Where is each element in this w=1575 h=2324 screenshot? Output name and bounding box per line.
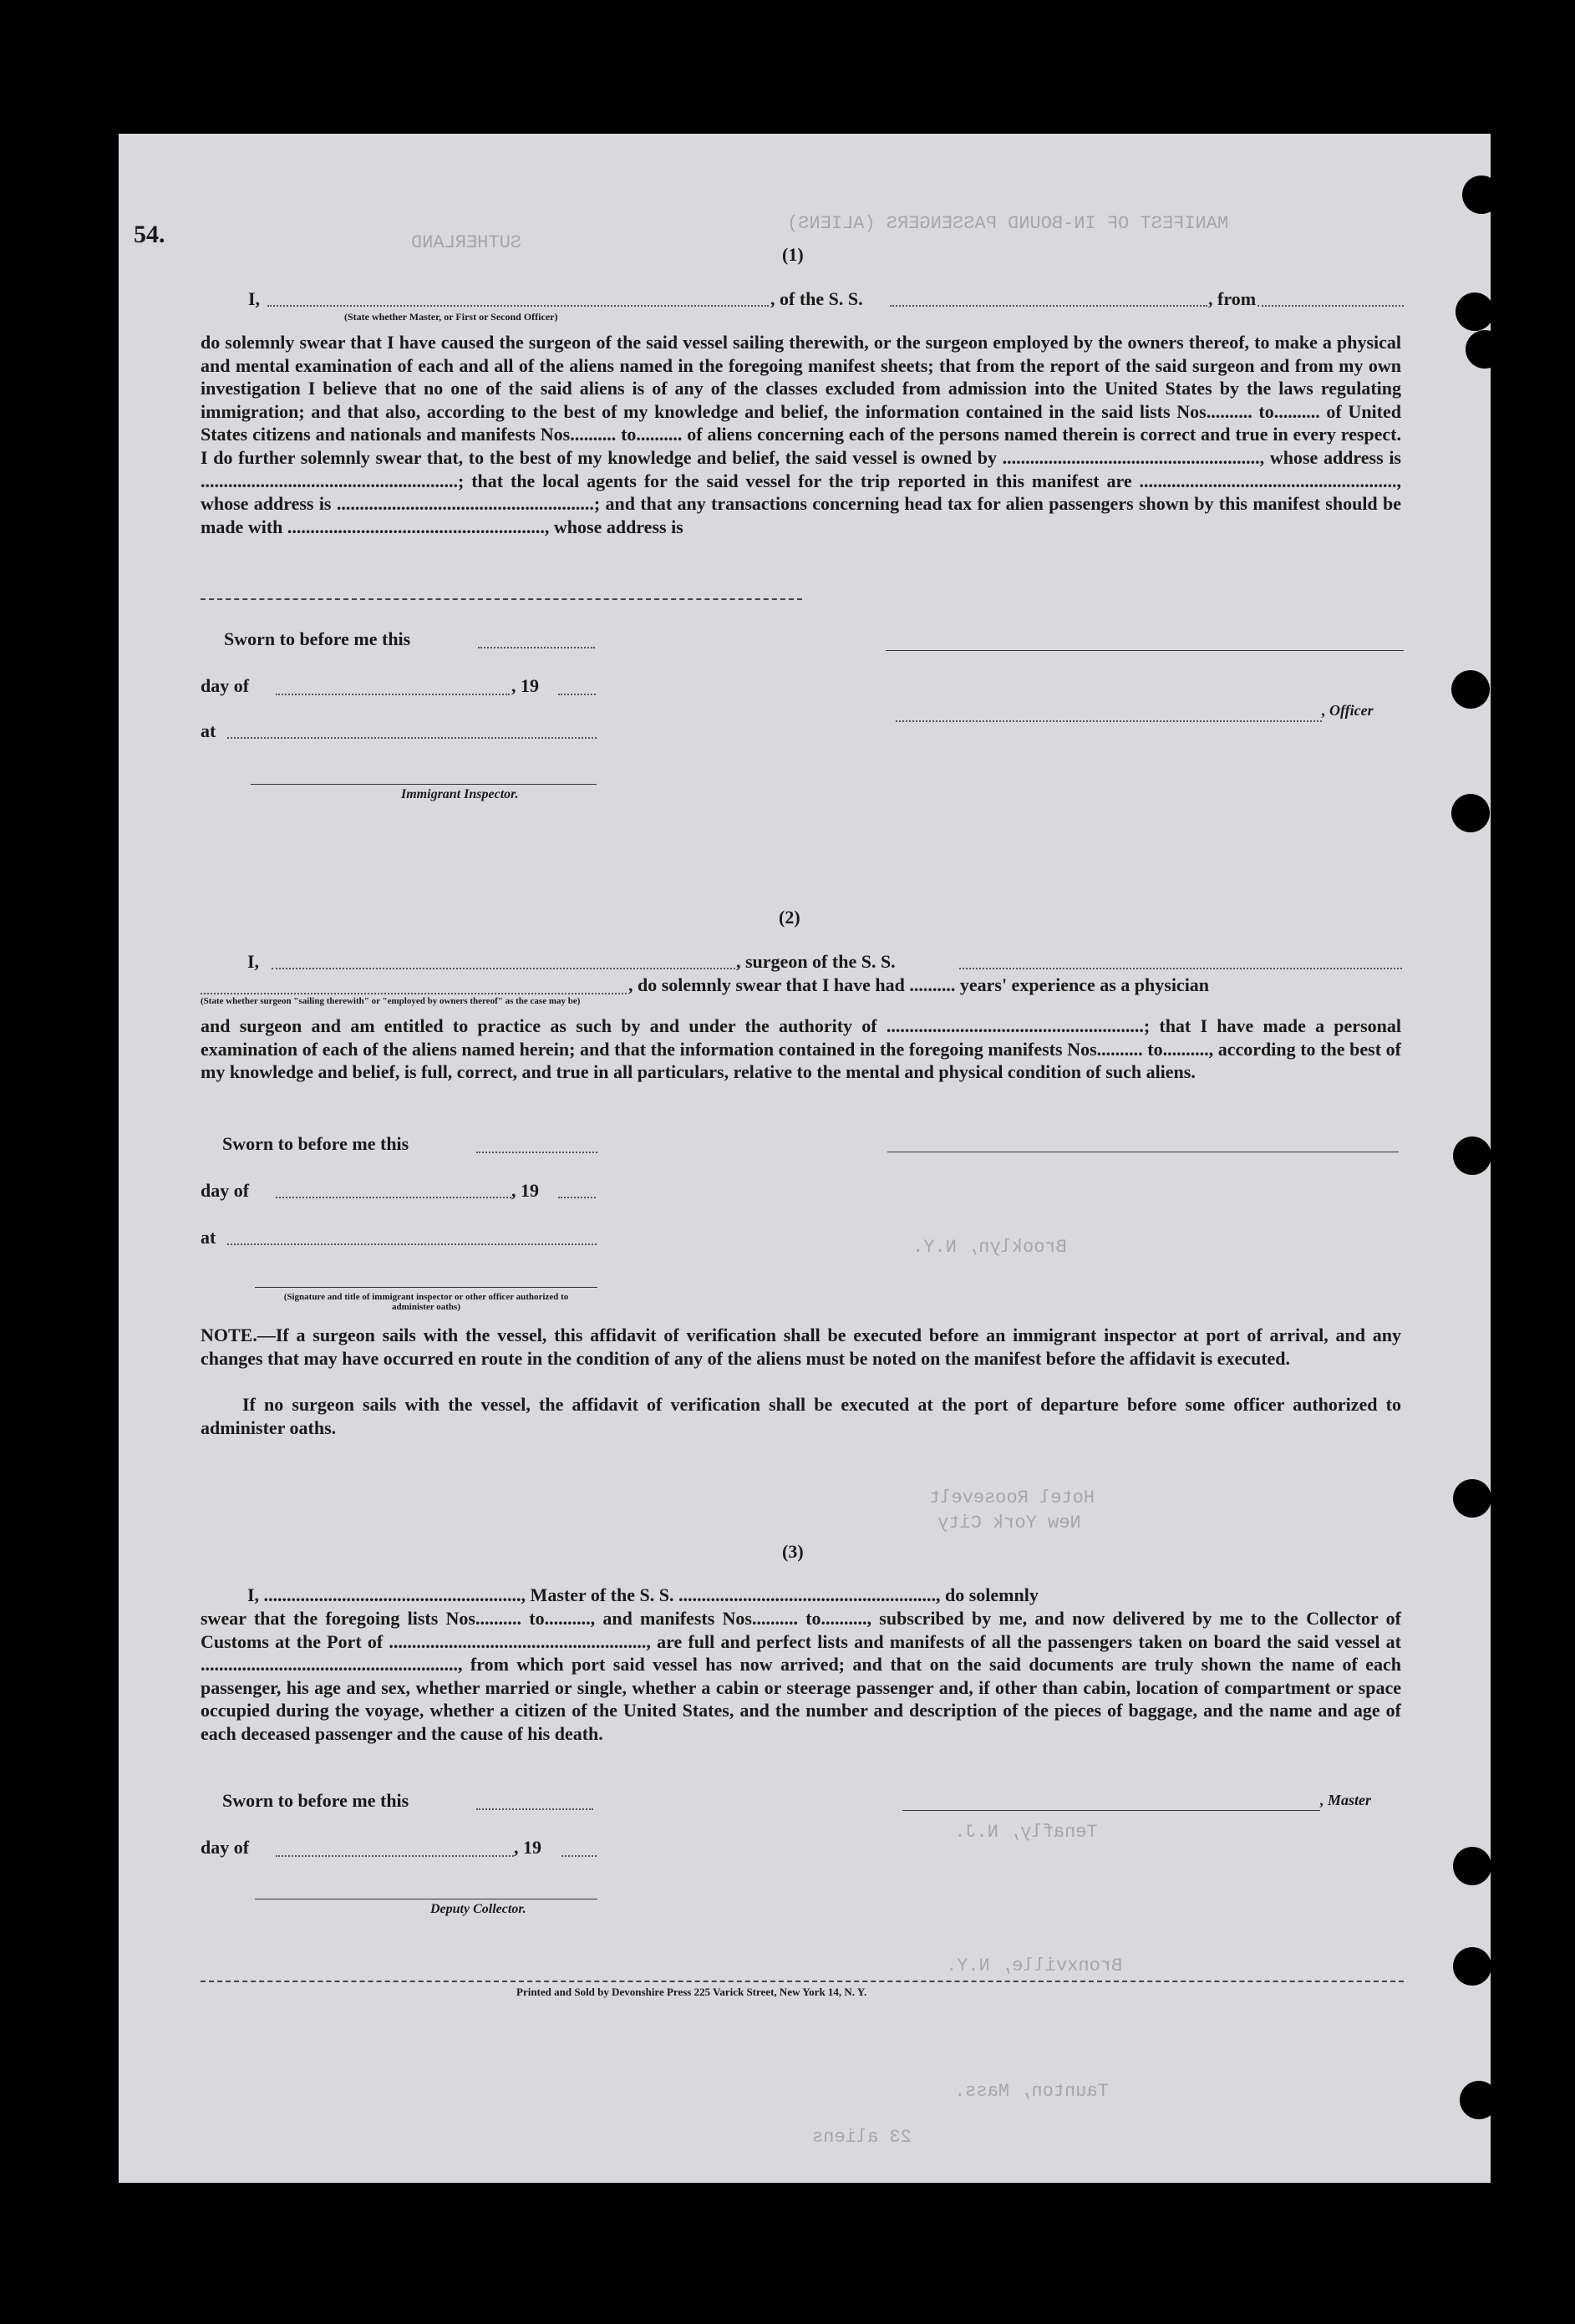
bleed-through-text: Tenafly, N.J. bbox=[954, 1822, 1098, 1843]
day-of-label-3: day of bbox=[201, 1837, 250, 1858]
officer-name-line[interactable] bbox=[267, 305, 769, 307]
note-paragraph-2: If no surgeon sails with the vessel, the affidavit of verification shall be executed at the port of departure before some officer authorized to administer oaths. bbox=[201, 1394, 1401, 1438]
from-port-line[interactable] bbox=[1257, 305, 1404, 307]
day-line[interactable] bbox=[276, 694, 510, 695]
year-label-1: , 19 bbox=[511, 675, 539, 696]
inspector-signature-line[interactable] bbox=[251, 784, 597, 785]
sworn-date-line-2[interactable] bbox=[476, 1152, 597, 1153]
bleed-through-text: Bronxville, N.Y. bbox=[946, 1955, 1123, 1976]
sworn-label-2: Sworn to before me this bbox=[222, 1133, 409, 1154]
bleed-through-text: 23 aliens bbox=[812, 2127, 912, 2148]
collector-label: Deputy Collector. bbox=[430, 1902, 526, 1916]
surgeon-state-note: (State whether surgeon "sailing therewith" or "employed by owners thereof" as the case may be) bbox=[201, 996, 581, 1006]
section-1-number: (1) bbox=[782, 244, 804, 265]
at-label-2: at bbox=[201, 1227, 216, 1248]
punch-hole bbox=[1453, 1137, 1491, 1175]
oath-lead-i-2: I, bbox=[247, 951, 260, 972]
punch-hole bbox=[1453, 1479, 1491, 1518]
master-signature-line[interactable] bbox=[902, 1810, 1320, 1811]
bleed-through-text: New York City bbox=[937, 1513, 1081, 1533]
at-label-1: at bbox=[201, 720, 216, 741]
place-line[interactable] bbox=[227, 737, 597, 739]
year-line-3[interactable] bbox=[561, 1855, 597, 1857]
officer-label: , Officer bbox=[1322, 702, 1374, 719]
printer-imprint: Printed and Sold by Devonshire Press 225 Varick Street, New York 14, N. Y. bbox=[516, 1986, 867, 1998]
from-label: , from bbox=[1208, 288, 1257, 309]
day-of-label-2: day of bbox=[201, 1180, 250, 1201]
punch-hole bbox=[1451, 670, 1490, 709]
sworn-label-1: Sworn to before me this bbox=[224, 628, 411, 649]
bleed-through-text: Brooklyn, N.Y. bbox=[912, 1237, 1067, 1258]
inspector-label: Immigrant Inspector. bbox=[401, 787, 519, 801]
surgeon-ship-line[interactable] bbox=[959, 968, 1402, 969]
bleed-through-text: Hotel Roosevelt bbox=[929, 1487, 1095, 1508]
separator bbox=[201, 598, 802, 600]
sworn-label-3: Sworn to before me this bbox=[222, 1790, 409, 1811]
master-label: , Master bbox=[1320, 1792, 1372, 1808]
punch-hole bbox=[1460, 2081, 1498, 2119]
section-3-number: (3) bbox=[782, 1541, 804, 1562]
oath-lead-i: I, bbox=[248, 288, 261, 309]
surgeon-name-line[interactable] bbox=[272, 968, 735, 969]
punch-hole bbox=[1456, 292, 1494, 331]
day-line-2[interactable] bbox=[276, 1197, 511, 1198]
section-2-number: (2) bbox=[779, 907, 800, 928]
punch-hole bbox=[1453, 1947, 1491, 1986]
punch-hole bbox=[1451, 794, 1490, 832]
surgeon-of-label: , surgeon of the S. S. bbox=[736, 951, 896, 972]
bleed-through-text: MANIFEST OF IN-BOUND PASSENGERS (ALIENS) bbox=[787, 213, 1229, 234]
page-number: 54. bbox=[134, 221, 165, 248]
section-3-body: swear that the foregoing lists Nos.......... to.........., and manifests Nos.......... to.........., subscribed by me, and now delivered by me to the Collector of Customs at the Port of ........................................................, are full and perfect lists and manifests of all the passengers taken on board the said vessel at ........................................................, from which port said vessel has now arrived; and that on the said documents are truly shown the name of each passenger, his age and sex, whether married or single, whether a cabin or steerage passenger and, if other than cabin, location of compartment or space occupied during the voyage, whether a citizen of the United States, and the number and description of the pieces of baggage, and the name and age of each deceased passenger and the cause of his death. bbox=[201, 1608, 1401, 1744]
punch-hole bbox=[1453, 1847, 1491, 1885]
year-line[interactable] bbox=[558, 694, 596, 695]
note-paragraph-1: NOTE.—If a surgeon sails with the vessel, this affidavit of verification shall be executed before an immigrant inspector at port of arrival, and any changes that may have occurred en route in the condition of any of the aliens must be noted on the manifest before the affidavit is executed. bbox=[201, 1325, 1401, 1369]
surgeon-oath-line: , do solemnly swear that I have had .......... years' experience as a physician bbox=[628, 974, 1210, 995]
officer-title-line[interactable] bbox=[896, 720, 1322, 722]
place-line-2[interactable] bbox=[227, 1243, 597, 1245]
master-oath-line: I, ........................................................, Master of the S. S. ........................................................, do solemnly bbox=[247, 1584, 1039, 1605]
official-signature-line[interactable] bbox=[255, 1287, 597, 1288]
officer-signature-line[interactable] bbox=[886, 650, 1404, 651]
sworn-date-line-3[interactable] bbox=[476, 1808, 593, 1810]
position-note: (State whether Master, or First or Second Officer) bbox=[344, 311, 558, 323]
of-ss-label: , of the S. S. bbox=[770, 288, 863, 309]
ship-name-line[interactable] bbox=[890, 305, 1207, 307]
section-2-body: and surgeon and am entitled to practice as such by and under the authority of ........................................................; that I have made a personal examination of each of the aliens named herein; and that the information contained in the foregoing manifests Nos.......... to.........., according to the best of my knowledge and belief, is full, correct, and true in all particulars, relative to the mental and physical condition of such aliens. bbox=[201, 1015, 1401, 1083]
section-1-body: do solemnly swear that I have caused the surgeon of the said vessel sailing therewith, or the surgeon employed by the owners thereof, to make a physical and mental examination of each and all of the aliens named in the foregoing manifest sheets; that from the report of the said surgeon and from my own investigation I believe that no one of the said aliens is of any of the classes excluded from admission into the United States by the laws regulating immigration; and that also, according to the best of my knowledge and belief, the information contained in the said lists Nos.......... to.......... of United States citizens and nationals and manifests Nos.......... to.......... of aliens concerning each of the persons named therein is correct and true in every respect. I do further solemnly swear that, to the best of my knowledge and belief, the said vessel is owned by ........................................................, whose address is ........................................................; that the local agents for the said vessel for the trip reported in this manifest are ........................................................, whose address is ........................................................; and that any transactions concerning head tax for alien passengers shown by this manifest should be made with ........................................................, whose address is bbox=[201, 332, 1401, 537]
year-line-2[interactable] bbox=[558, 1197, 596, 1198]
day-line-3[interactable] bbox=[276, 1855, 514, 1857]
bleed-through-text: SUTHERLAND bbox=[411, 232, 522, 253]
day-of-label-1: day of bbox=[201, 675, 250, 696]
surgeon-status-line[interactable] bbox=[201, 993, 627, 994]
signature-note: (Signature and title of immigrant inspector or other officer authorized to administer oaths) bbox=[283, 1292, 569, 1312]
sworn-date-line[interactable] bbox=[478, 647, 595, 648]
bleed-through-text: Taunton, Mass. bbox=[954, 2081, 1109, 2102]
year-label-2: , 19 bbox=[511, 1180, 539, 1201]
footer-rule bbox=[201, 1981, 1404, 1982]
punch-hole bbox=[1462, 175, 1501, 214]
punch-hole bbox=[1466, 330, 1504, 369]
year-label-3: , 19 bbox=[514, 1837, 541, 1858]
